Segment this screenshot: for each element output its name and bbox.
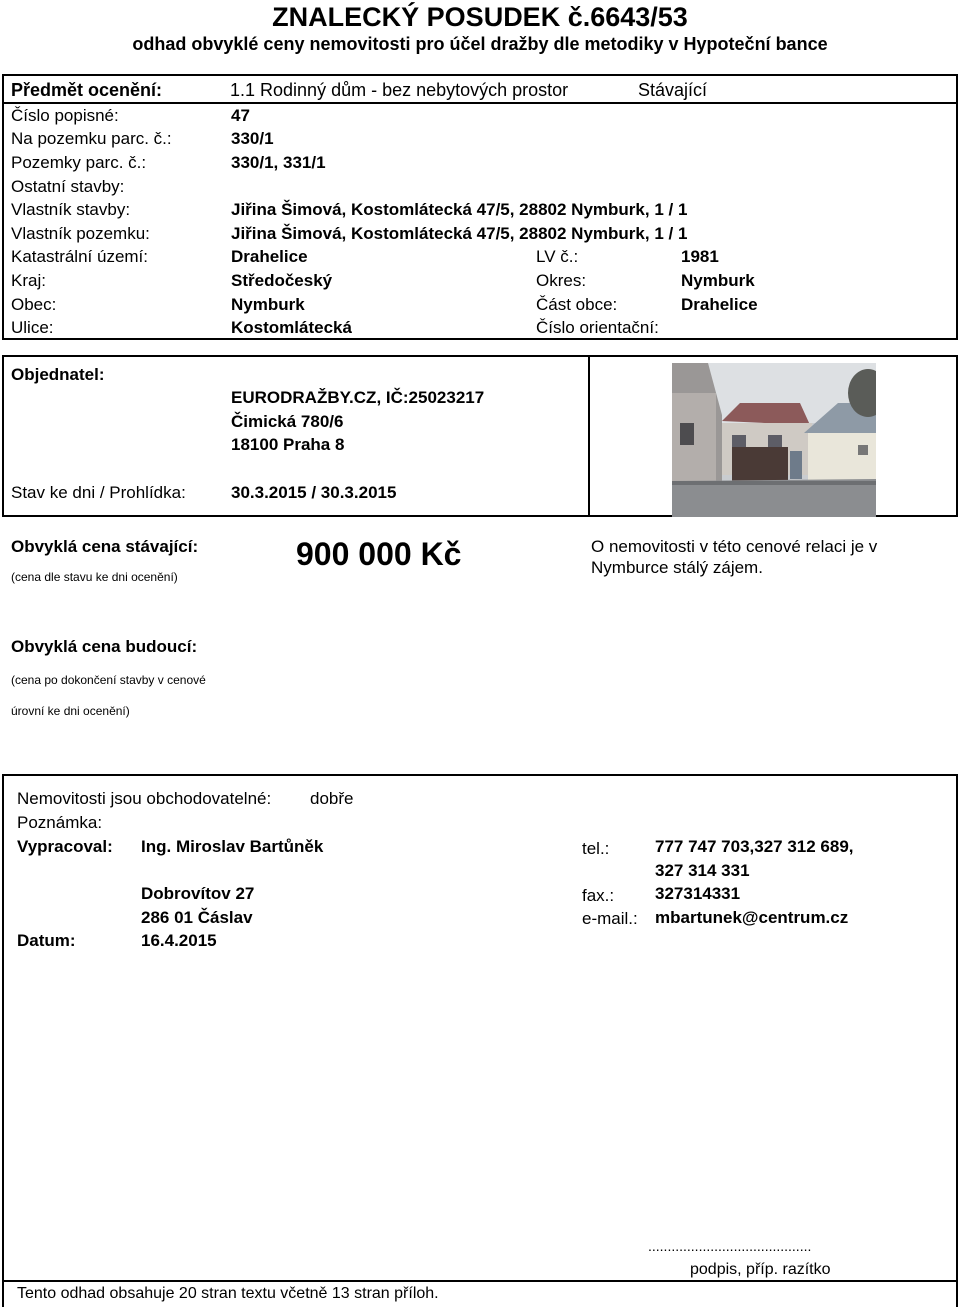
client-line2: Čimická 780/6 [231, 412, 344, 431]
owner-building-label: Vlastník stavby: [11, 200, 131, 219]
subject-value: 1.1 Rodinný dům - bez nebytových prostor [230, 80, 569, 100]
street-label: Ulice: [11, 318, 54, 337]
tradable-value: dobře [310, 789, 354, 808]
parcels-label: Pozemky parc. č.: [11, 153, 147, 172]
tradable-label: Nemovitosti jsou obchodovatelné: [17, 789, 272, 808]
future-price-note1: (cena po dokončení stavby v cenové [11, 673, 206, 687]
client-label: Objednatel: [11, 365, 105, 384]
author-name: Ing. Miroslav Bartůněk [141, 837, 324, 856]
inspection-date-label: Stav ke dni / Prohlídka: [11, 483, 186, 502]
region-value: Středočeský [231, 271, 333, 290]
subject-label: Předmět ocenění: [11, 80, 163, 100]
author-street: Dobrovítov 27 [141, 884, 255, 903]
client-line3: 18100 Praha 8 [231, 435, 345, 454]
number-value: 47 [231, 106, 250, 125]
tel-value-line1: 777 747 703,327 312 689, [655, 837, 854, 856]
municipality-value: Nymburk [231, 295, 305, 314]
signature-dots: .......................................... [648, 1238, 812, 1254]
cadastre-label: Katastrální území: [11, 247, 149, 266]
pages-info: Tento odhad obsahuje 20 stran textu včetně 13 stran příloh. [17, 1285, 439, 1302]
author-label: Vypracoval: [17, 837, 113, 856]
fax-value: 327314331 [655, 884, 741, 903]
photo-divider [588, 357, 590, 515]
current-price-value: 900 000 Kč [296, 536, 462, 572]
municipality-label: Obec: [11, 295, 57, 314]
other-buildings-label: Ostatní stavby: [11, 177, 125, 196]
lv-value: 1981 [681, 247, 719, 266]
cadastre-value: Drahelice [231, 247, 308, 266]
tel-label: tel.: [582, 839, 610, 858]
signature-label: podpis, příp. razítko [690, 1261, 831, 1278]
inspection-date-value: 30.3.2015 / 30.3.2015 [231, 483, 397, 502]
fax-label: fax.: [582, 886, 615, 905]
parcels-value: 330/1, 331/1 [231, 153, 326, 172]
part-label: Část obce: [536, 295, 618, 314]
on-parcel-label: Na pozemku parc. č.: [11, 129, 172, 148]
pages-info-bar [4, 1280, 956, 1282]
number-label: Číslo popisné: [11, 106, 119, 125]
future-price-note2: úrovní ke dni ocenění) [11, 704, 130, 718]
street-value: Kostomlátecká [231, 318, 352, 337]
property-photo [672, 363, 876, 517]
date-value: 16.4.2015 [141, 931, 217, 950]
district-value: Nymburk [681, 271, 755, 290]
on-parcel-value: 330/1 [231, 129, 274, 148]
price-comment-line2: Nymburce stálý zájem. [591, 558, 763, 577]
tel-value-line2: 327 314 331 [655, 861, 750, 880]
owner-building-value: Jiřina Šimová, Kostomlátecká 47/5, 28802 Nymburk, 1 / 1 [231, 200, 688, 219]
client-line1: EURODRAŽBY.CZ, IČ:25023217 [231, 388, 485, 407]
region-label: Kraj: [11, 271, 46, 290]
subject-state: Stávající [638, 80, 708, 100]
owner-land-value: Jiřina Šimová, Kostomlátecká 47/5, 28802 Nymburk, 1 / 1 [231, 224, 688, 243]
date-label: Datum: [17, 931, 76, 950]
lv-label: LV č.: [536, 247, 579, 266]
author-city: 286 01 Čáslav [141, 908, 253, 927]
email-label: e-mail.: [582, 909, 638, 928]
note-label: Poznámka: [17, 813, 103, 832]
current-price-note: (cena dle stavu ke dni ocenění) [11, 570, 178, 584]
future-price-label: Obvyklá cena budoucí: [11, 637, 198, 656]
current-price-label: Obvyklá cena stávající: [11, 537, 199, 556]
email-value: mbartunek@centrum.cz [655, 908, 849, 927]
owner-land-label: Vlastník pozemku: [11, 224, 150, 243]
document-title: ZNALECKÝ POSUDEK č.6643/53 [272, 2, 688, 32]
district-label: Okres: [536, 271, 587, 290]
document-subtitle: odhad obvyklé ceny nemovitosti pro účel dražby dle metodiky v Hypoteční bance [132, 34, 828, 54]
price-comment-line1: O nemovitosti v této cenové relaci je v [591, 537, 878, 556]
part-value: Drahelice [681, 295, 758, 314]
orientation-number-label: Číslo orientační: [536, 318, 659, 337]
